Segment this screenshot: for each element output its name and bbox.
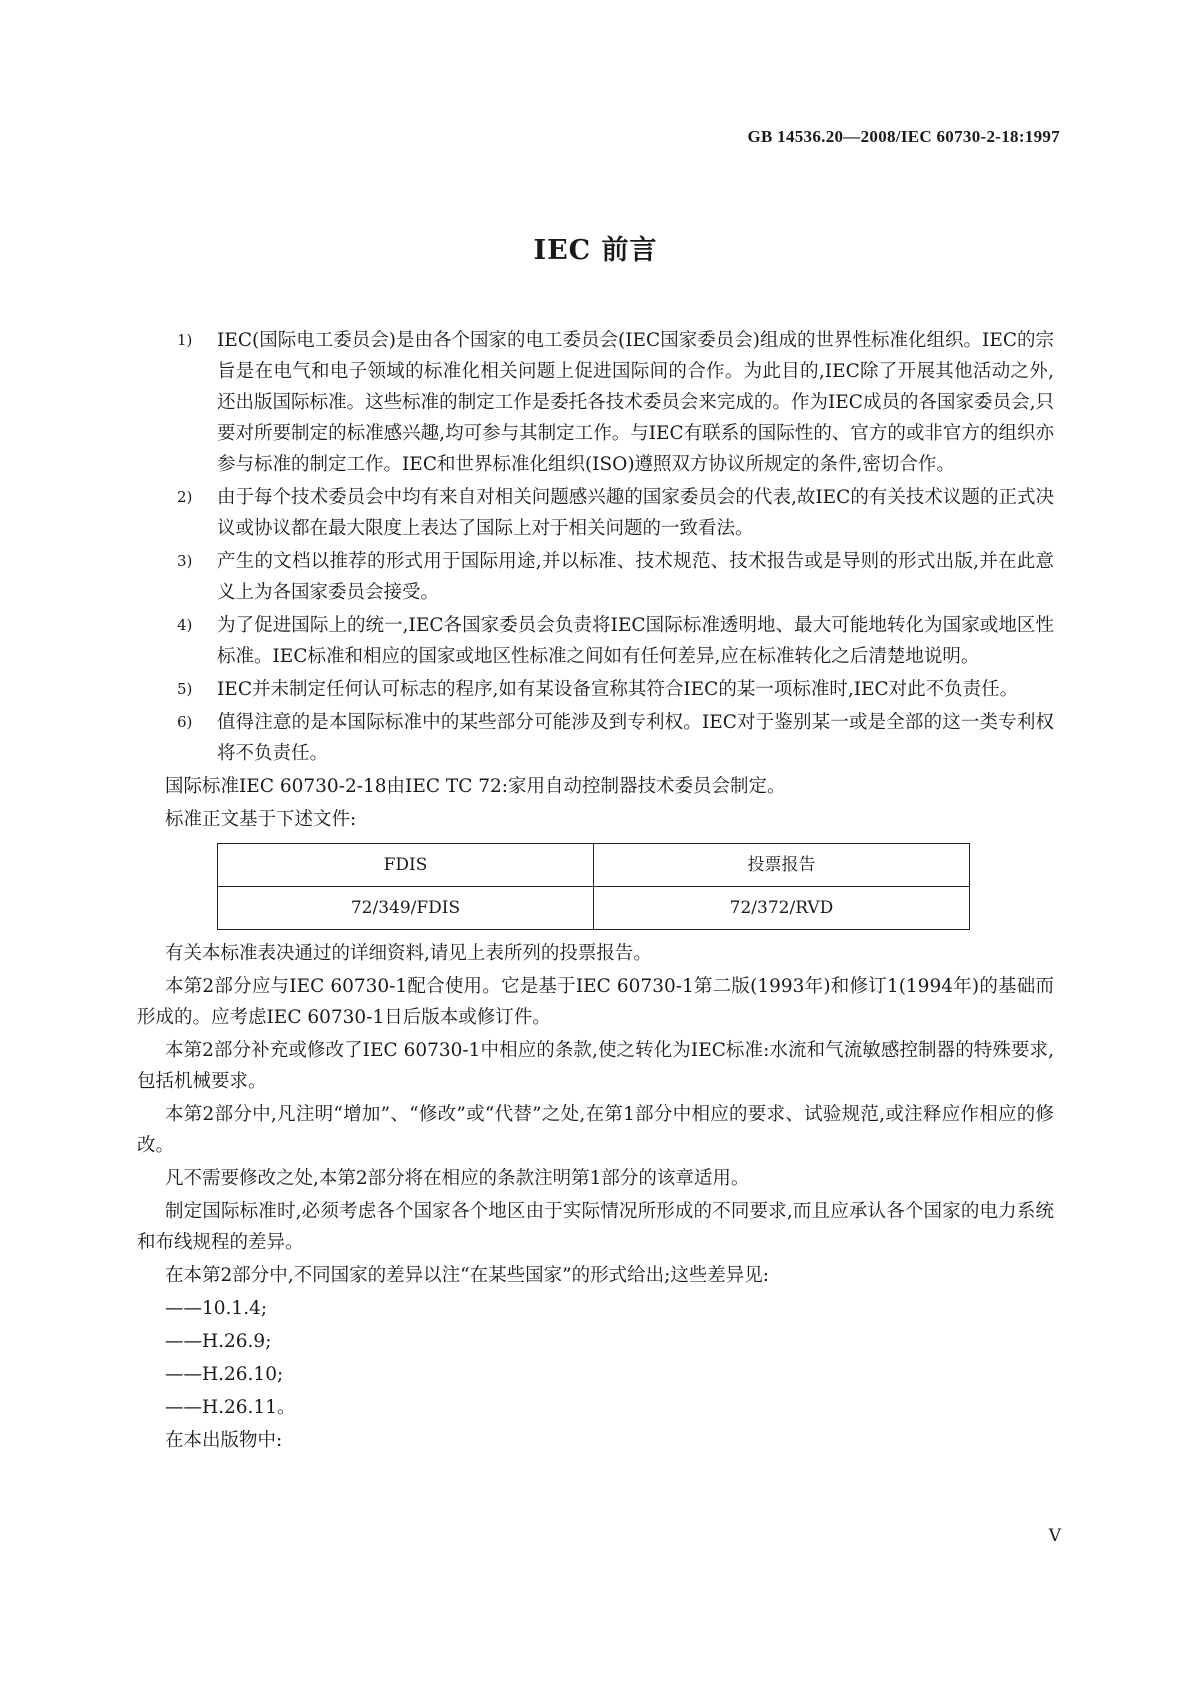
body-paragraph: 本第2部分应与IEC 60730-1配合使用。它是基于IEC 60730-1第二版(1993年)和修订1(1994年)的基础而形成的。应考虑IEC 60730-1日后版本或修订件。 (137, 976, 1054, 1028)
dash-item: ——10.1.4; (165, 1298, 268, 1319)
list-item-text: IEC并未制定任何认可标志的程序,如有某设备宣称其符合IEC的某一项标准时,IEC对此不负责任。 (217, 679, 1019, 700)
list-item-text: 值得注意的是本国际标准中的某些部分可能涉及到专利权。IEC对于鉴别某一或是全部的这一类专利权将不负责任。 (217, 712, 1054, 764)
table-cell: 72/349/FDIS (218, 887, 594, 930)
table-header-row (218, 844, 970, 887)
body-paragraph: 本第2部分补充或修改了IEC 60730-1中相应的条款,使之转化为IEC标准:水流和气流敏感控制器的特殊要求,包括机械要求。 (137, 1040, 1054, 1092)
standard-number: GB 14536.20—2008/IEC 60730-2-18:1997 (747, 127, 1060, 146)
list-item-text: 由于每个技术委员会中均有来自对相关问题感兴趣的国家委员会的代表,故IEC的有关技术议题的正式决议或协议都在最大限度上表达了国际上对于相关问题的一致看法。 (217, 487, 1054, 539)
dash-item: ——H.26.10; (165, 1364, 284, 1385)
dash-item: ——H.26.9; (165, 1331, 272, 1352)
list-item-text: 产生的文档以推荐的形式用于国际用途,并以标准、技术规范、技术报告或是导则的形式出版,并在此意义上为各国家委员会接受。 (217, 551, 1054, 603)
intro-paragraph: 国际标准IEC 60730-2-18由IEC TC 72:家用自动控制器技术委员会制定。 (165, 776, 786, 797)
list-item-text: 为了促进国际上的统一,IEC各国家委员会负责将IEC国际标准透明地、最大可能地转化为国家或地区性标准。IEC标准和相应的国家或地区性标准之间如有任何差异,应在标准转化之后清楚地说明。 (217, 615, 1054, 667)
list-item-number: 5) (177, 680, 193, 698)
voting-documents-table (217, 843, 970, 930)
intro-paragraph: 标准正文基于下述文件: (165, 809, 357, 830)
list-item-number: 6) (177, 713, 193, 731)
body-paragraph: 制定国际标准时,必须考虑各个国家各个地区由于实际情况所形成的不同要求,而且应承认各个国家的电力系统和布线规程的差异。 (137, 1201, 1054, 1253)
list-item-number: 2) (177, 488, 193, 506)
body-paragraph: 在本第2部分中,不同国家的差异以注“在某些国家”的形式给出;这些差异见: (165, 1265, 770, 1286)
numbered-list (177, 325, 1054, 769)
body-paragraph: 本第2部分中,凡注明“增加”、“修改”或“代替”之处,在第1部分中相应的要求、试验规范,或注释应作相应的修改。 (137, 1104, 1054, 1156)
page-title: IEC 前言 (533, 235, 658, 266)
table-header-cell: 投票报告 (594, 844, 970, 887)
table-header-cell: FDIS (218, 844, 594, 887)
list-item-number: 3) (177, 552, 193, 570)
list-item (177, 707, 1054, 769)
closing-paragraph: 在本出版物中: (165, 1430, 283, 1451)
list-item-text: IEC(国际电工委员会)是由各个国家的电工委员会(IEC国家委员会)组成的世界性标准化组织。IEC的宗旨是在电气和电子领域的标准化相关问题上促进国际间的合作。为此目的,IEC除了开展其他活动之外,还出版国际标准。这些标准的制定工作是委托各技术委员会来完成的。作为IEC成员的各国家委员会,只要对所要制定的标准感兴趣,均可参与其制定工作。与IEC有联系的国际性的、官方的或非官方的组织亦参与标准的制定工作。IEC和世界标准化组织(ISO)遵照双方协议所规定的条件,密切合作。 (217, 330, 1054, 475)
body-paragraph: 凡不需要修改之处,本第2部分将在相应的条款注明第1部分的该章适用。 (165, 1168, 750, 1189)
list-item-number: 4) (177, 616, 193, 634)
list-item (177, 674, 1054, 705)
main-content (137, 325, 1054, 1458)
dash-item: ——H.26.11。 (165, 1397, 296, 1418)
table-row (218, 887, 970, 930)
table-cell: 72/372/RVD (594, 887, 970, 930)
list-item (177, 325, 1054, 480)
list-item-number: 1) (177, 331, 193, 349)
list-item (177, 482, 1054, 544)
list-item (177, 610, 1054, 672)
body-paragraph: 有关本标准表决通过的详细资料,请见上表所列的投票报告。 (165, 943, 652, 964)
page-number: V (1048, 1526, 1061, 1546)
list-item (177, 546, 1054, 608)
